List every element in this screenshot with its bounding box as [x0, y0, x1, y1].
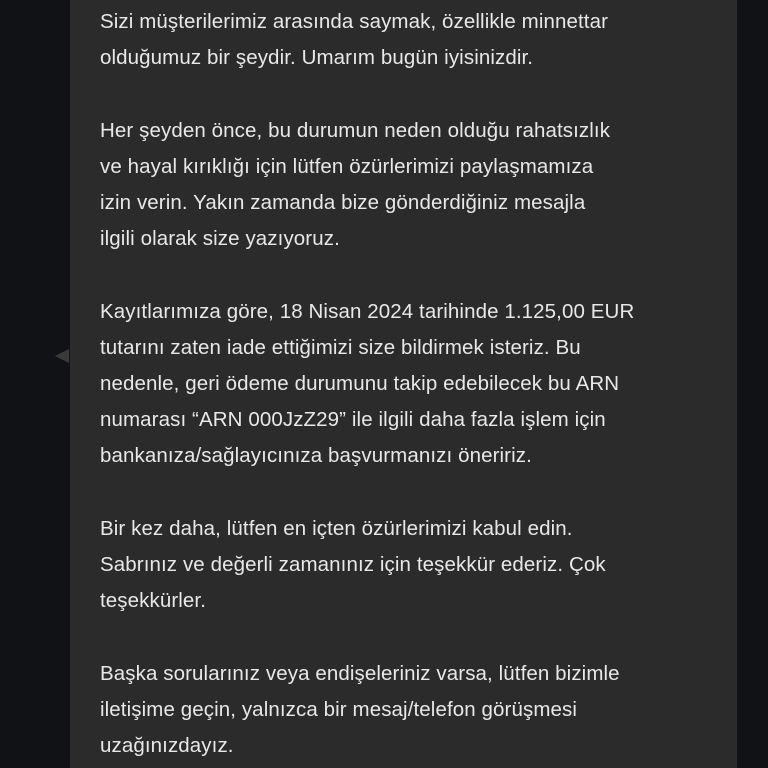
- message-paragraph-5: Başka sorularınız veya endişeleriniz varsa, lütfen bizimle iletişime geçin, yalnızca bir mesaj/telefon görüşmesi uzağınızdayız.: [100, 662, 620, 757]
- message-paragraph-1: Sizi müşterilerimiz arasında saymak, özellikle minnettar olduğumuz bir şeydir. Umarım bugün iyisinizdir.: [100, 10, 609, 69]
- message-bubble-tail: [55, 349, 69, 363]
- message-paragraph-3: Kayıtlarımıza göre, 18 Nisan 2024 tarihinde 1.125,00 EUR tutarını zaten iade ettiğimizi size bildirmek isteriz. Bu nedenle, geri ödeme durumunu takip edebilecek bu ARN numarası “ARN 000JzZ29” ile ilgili daha fazla işlem için bankanıza/sağlayıcınıza başvurmanızı öneririz.: [100, 300, 635, 467]
- message-bubble[interactable]: [70, 0, 737, 768]
- message-paragraph-4: Bir kez daha, lütfen en içten özürlerimizi kabul edin. Sabrınız ve değerli zamanınız için teşekkür ederiz. Çok teşekkürler.: [100, 517, 606, 612]
- message-paragraph-2: Her şeyden önce, bu durumun neden olduğu rahatsızlık ve hayal kırıklığı için lütfen özürlerimizi paylaşmamıza izin verin. Yakın zamanda bize gönderdiğiniz mesajla ilgili olarak size yazıyoruz.: [100, 119, 611, 250]
